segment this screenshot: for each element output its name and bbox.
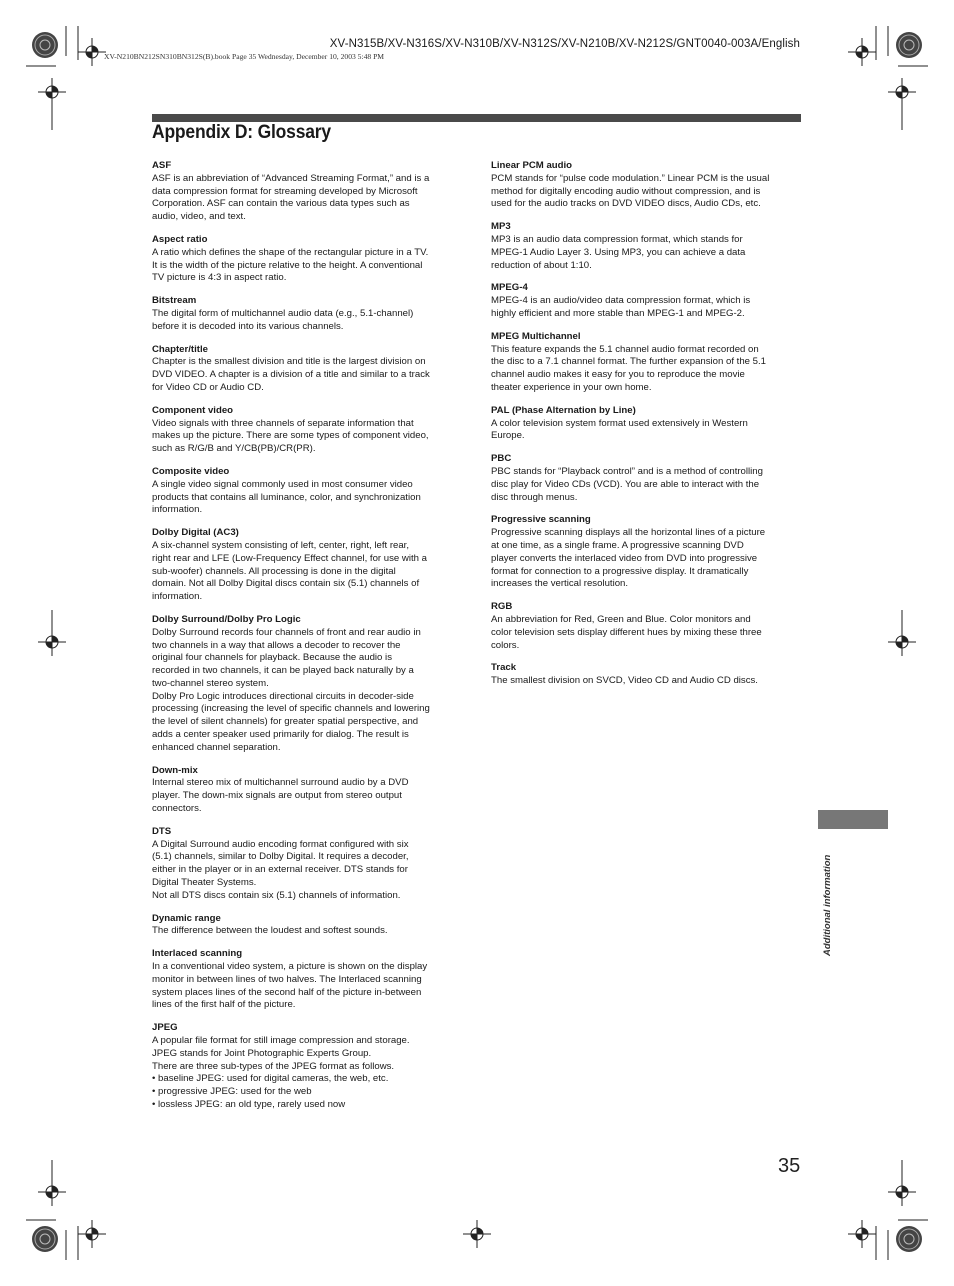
definition-line: at one time, as a single frame. A progressive scanning DVD bbox=[491, 539, 744, 551]
definition-line: The smallest division on SVCD, Video CD and Audio CD discs. bbox=[491, 675, 758, 687]
definition-line: recorded in two channels, it can be played back naturally by a bbox=[152, 665, 414, 677]
definition-line: method for digitally encoding audio without compression, and is bbox=[491, 185, 761, 197]
glossary-term: PAL (Phase Alternation by Line) bbox=[491, 404, 636, 416]
definition-line: MP3 is an audio data compression format, which stands for bbox=[491, 233, 743, 245]
definition-line: information. bbox=[152, 591, 203, 603]
definition-line: MPEG-1 Audio Layer 3. Using MP3, you can achieve a data bbox=[491, 246, 746, 258]
definition-line: the level of silent channels) for greater spatial perspective, and bbox=[152, 716, 419, 728]
definition-line: Not all DTS discs contain six (5.1) channels of information. bbox=[152, 889, 401, 901]
definition-line: A single video signal commonly used in most consumer video bbox=[152, 478, 413, 490]
definition-line: the disc to a 7.1 channel format. The further expansion of the 5.1 bbox=[491, 356, 767, 368]
definition-line: disc through menus. bbox=[491, 491, 578, 503]
definition-line: color television sets display different hues by mixing these three bbox=[491, 626, 762, 638]
definition-line: A six-channel system consisting of left, center, right, left rear, bbox=[152, 539, 410, 551]
glossary-term: Interlaced scanning bbox=[152, 948, 243, 960]
glossary-term: Dynamic range bbox=[152, 912, 221, 924]
definition-line: highly efficient and more stable than MPEG-1 and MPEG-2. bbox=[491, 307, 745, 319]
definition-line: This feature expands the 5.1 channel audio format recorded on bbox=[491, 343, 759, 355]
glossary-term: Composite video bbox=[152, 465, 230, 477]
glossary-term: Component video bbox=[152, 404, 234, 416]
definition-line: format for connection to a progressive display. It dramatically bbox=[491, 565, 749, 577]
definition-line: Internal stereo mix of multichannel surround audio by a DVD bbox=[152, 777, 409, 789]
definition-line: The difference between the loudest and softest sounds. bbox=[152, 925, 388, 937]
definition-line: products that contains all luminance, color, and synchronization bbox=[152, 491, 421, 503]
definition-line: two channels in a way that allows a decoder to recover the bbox=[152, 639, 401, 651]
definition-line: Dolby Surround records four channels of front and rear audio in bbox=[152, 626, 421, 638]
definition-line: monitor in between lines of two halves. The Interlaced scanning bbox=[152, 973, 422, 985]
glossary-term: Chapter/title bbox=[152, 343, 208, 355]
definition-line: • progressive JPEG: used for the web bbox=[152, 1086, 312, 1098]
glossary-term: RGB bbox=[491, 601, 513, 613]
definition-line: There are three sub-types of the JPEG format as follows. bbox=[152, 1060, 395, 1072]
glossary-term: ASF bbox=[152, 160, 172, 171]
definition-line: data compression format for streaming developed by Microsoft bbox=[152, 185, 418, 197]
definition-line: adds a center speaker used primarily for dialog. The result is bbox=[152, 729, 409, 741]
definition-line: increases the vertical resolution. bbox=[491, 578, 629, 590]
glossary-term: MP3 bbox=[491, 221, 511, 233]
definition-line: JPEG stands for Joint Photographic Experts Group. bbox=[152, 1047, 372, 1059]
definition-line: player. The down-mix signals are output from stereo output bbox=[152, 790, 402, 802]
definition-line: An abbreviation for Red, Green and Blue. Color monitors and bbox=[491, 613, 751, 625]
definition-line: either in the player or in an external receiver. DTS stands for bbox=[152, 864, 408, 876]
model-code-header: XV-N315B/XV-N316S/XV-N310B/XV-N312S/XV-N210B/XV-N212S/GNT0040-003A/English bbox=[329, 38, 800, 50]
definition-line: • lossless JPEG: an old type, rarely used now bbox=[152, 1099, 346, 1110]
definition-line: Corporation. ASF can contain the various data types such as bbox=[152, 198, 410, 210]
definition-line: Progressive scanning displays all the horizontal lines of a picture bbox=[491, 527, 766, 539]
definition-line: The digital form of multichannel audio data (e.g., 5.1-channel) bbox=[152, 307, 414, 319]
definition-line: A popular file format for still image compression and storage. bbox=[152, 1035, 410, 1047]
glossary-term: Bitstream bbox=[152, 295, 197, 307]
definition-line: domain. Not all Dolby Digital discs contain six (5.1) channels of bbox=[152, 578, 420, 590]
book-file-info: XV-N210BN212SN310BN312S(B).book Page 35 Wednesday, December 10, 2003 5:48 PM bbox=[104, 52, 385, 61]
definition-line: • baseline JPEG: used for digital cameras, the web, etc. bbox=[152, 1073, 389, 1085]
definition-line: system places lines of the second half of the picture in-between bbox=[152, 986, 422, 998]
definition-line: In a conventional video system, a picture is shown on the display bbox=[152, 961, 428, 973]
definition-line: Video signals with three channels of separate information that bbox=[152, 417, 414, 429]
definition-line: ASF is an abbreviation of “Advanced Streaming Format,” and is a bbox=[152, 172, 430, 184]
definition-line: such as R/G/B and Y/CB(PB)/CR(PR). bbox=[152, 443, 316, 455]
definition-line: It is the width of the picture relative to the height. A conventional bbox=[152, 259, 423, 271]
glossary-term: MPEG-4 bbox=[491, 282, 528, 294]
definition-line: right rear and LFE (Low-Frequency Effect channel, for use with a bbox=[152, 552, 427, 564]
definition-line: PBC stands for “Playback control” and is a method of controlling bbox=[491, 465, 763, 477]
definition-line: DVD VIDEO. A chapter is a division of a title and similar to a track bbox=[152, 369, 430, 381]
glossary-term: Progressive scanning bbox=[491, 514, 591, 526]
glossary-term: MPEG Multichannel bbox=[491, 330, 581, 342]
definition-line: A Digital Surround audio encoding format configured with six bbox=[152, 838, 409, 850]
definition-line: channel audio makes it easy for you to reproduce the movie bbox=[491, 369, 745, 381]
definition-line: PCM stands for “pulse code modulation.” Linear PCM is the usual bbox=[491, 172, 770, 184]
definition-line: reduction of about 1:10. bbox=[491, 259, 592, 271]
definition-line: before it is decoded into its various channels. bbox=[152, 320, 344, 332]
definition-line: sub-woofer) channels. All processing is done in the digital bbox=[152, 565, 396, 577]
definition-line: Digital Theater Systems. bbox=[152, 877, 257, 889]
definition-line: Dolby Pro Logic introduces directional circuits in decoder-side bbox=[152, 690, 414, 702]
glossary-term: Linear PCM audio bbox=[491, 160, 573, 171]
definition-line: processing (increasing the level of specific channels and lowering bbox=[152, 703, 430, 715]
definition-line: A color television system format used extensively in Western bbox=[491, 417, 748, 429]
definition-line: information. bbox=[152, 504, 203, 516]
definition-line: makes up the picture. There are some types of component video, bbox=[152, 430, 429, 442]
definition-line: player converts the interlaced video from DVD into progressive bbox=[491, 552, 758, 564]
page-number: 35 bbox=[778, 1155, 801, 1177]
glossary-term: Track bbox=[491, 662, 517, 674]
definition-line: MPEG-4 is an audio/video data compression format, which is bbox=[491, 295, 751, 307]
definition-line: original four channels for playback. Because the audio is bbox=[152, 652, 392, 664]
definition-line: connectors. bbox=[152, 803, 202, 815]
definition-line: TV picture is 4:3 in aspect ratio. bbox=[152, 272, 287, 284]
definition-line: theater experience in your own home. bbox=[491, 381, 652, 393]
definition-line: (5.1) channels, similar to Dolby Digital. It requires a decoder, bbox=[152, 851, 409, 863]
glossary-term: PBC bbox=[491, 453, 512, 465]
definition-line: enhanced channel separation. bbox=[152, 741, 281, 753]
glossary-term: Dolby Surround/Dolby Pro Logic bbox=[152, 613, 301, 625]
page-title: Appendix D: Glossary bbox=[152, 122, 331, 143]
definition-line: lines of the first half of the picture. bbox=[152, 999, 296, 1011]
definition-line: two-channel stereo system. bbox=[152, 677, 269, 689]
definition-line: for Video CD or Audio CD. bbox=[152, 381, 264, 393]
glossary-term: DTS bbox=[152, 825, 172, 837]
glossary-term: Aspect ratio bbox=[152, 233, 208, 245]
definition-line: A ratio which defines the shape of the rectangular picture in a TV. bbox=[152, 246, 429, 258]
definition-line: disc play for Video CDs (VCD). You are able to interact with the bbox=[491, 478, 760, 490]
definition-line: colors. bbox=[491, 639, 520, 651]
definition-line: used for the audio tracks on DVD VIDEO discs, Audio CDs, etc. bbox=[491, 198, 761, 210]
glossary-term: Dolby Digital (AC3) bbox=[152, 527, 239, 539]
definition-line: audio, video, and text. bbox=[152, 211, 246, 223]
definition-line: Europe. bbox=[491, 430, 525, 442]
glossary-term: Down-mix bbox=[152, 764, 198, 776]
glossary-term: JPEG bbox=[152, 1022, 178, 1034]
definition-line: Chapter is the smallest division and title is the largest division on bbox=[152, 356, 426, 368]
section-tab-label: Additional information bbox=[822, 854, 833, 956]
